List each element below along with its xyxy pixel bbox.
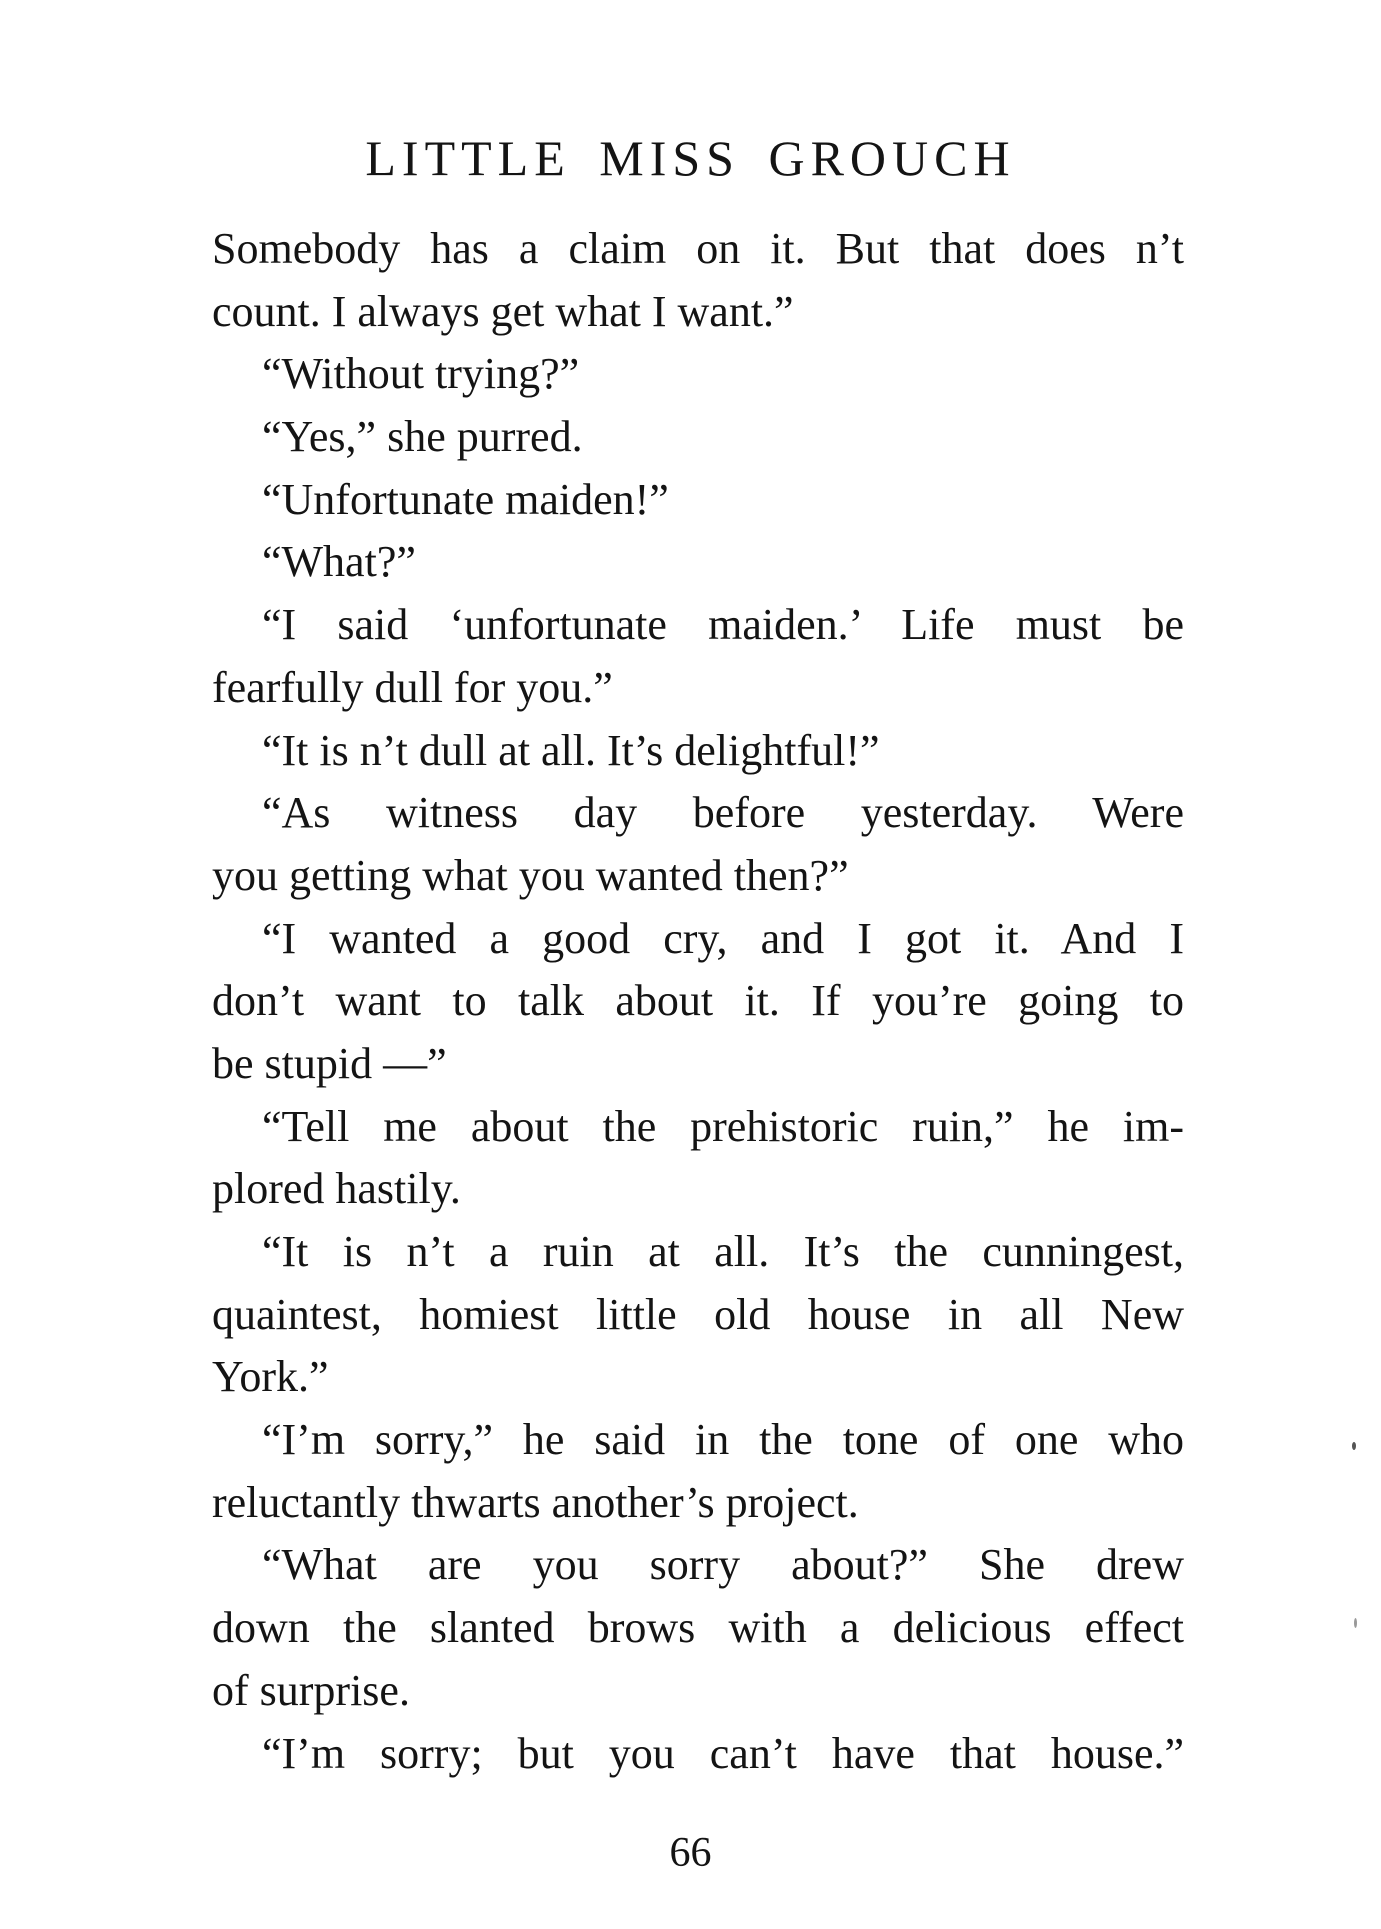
text-line: “What?” (262, 537, 416, 587)
text-line: be stupid —” (212, 1038, 447, 1088)
scan-speck (1352, 1442, 1356, 1450)
text-line: quaintest, homiest little old house in all New (212, 1289, 1184, 1339)
text-line: “What are you sorry about?” She drew (262, 1540, 1184, 1590)
text-line: York.” (212, 1352, 329, 1402)
text-line: count. I always get what I want.” (212, 286, 794, 336)
text-line: “It is n’t dull at all. It’s delightful!” (262, 725, 880, 775)
page-number: 66 (669, 1830, 712, 1876)
text-line: down the slanted brows with a delicious effect (212, 1603, 1184, 1653)
scan-speck (1354, 1618, 1357, 1628)
text-line: Somebody has a claim on it. But that does n’t (212, 224, 1184, 273)
text-line: “I’m sorry; but you can’t have that house.” (262, 1728, 1184, 1778)
text-line: “I’m sorry,” he said in the tone of one who (262, 1415, 1184, 1465)
text-line: “I wanted a good cry, and I got it. And I (262, 913, 1184, 963)
text-line: reluctantly thwarts another’s project. (212, 1477, 859, 1527)
text-line: “Unfortunate maiden!” (262, 474, 669, 524)
text-line: “It is n’t a ruin at all. It’s the cunningest, (262, 1227, 1184, 1276)
text-line: “Without trying?” (262, 349, 580, 399)
body-text (212, 218, 1184, 1785)
running-head: LITTLE MISS GROUCH (365, 130, 1016, 186)
text-line: fearfully dull for you.” (212, 662, 613, 712)
text-line: plored hastily. (212, 1164, 461, 1214)
text-line: don’t want to talk about it. If you’re going to (212, 976, 1184, 1026)
text-line: “I said ‘unfortunate maiden.’ Life must be (262, 600, 1184, 650)
text-line: “As witness day before yesterday. Were (262, 788, 1184, 838)
text-line: you getting what you wanted then?” (212, 850, 849, 900)
text-line: “Tell me about the prehistoric ruin,” he im- (262, 1101, 1184, 1151)
text-line: “Yes,” she purred. (262, 412, 583, 462)
text-line: of surprise. (212, 1665, 410, 1715)
